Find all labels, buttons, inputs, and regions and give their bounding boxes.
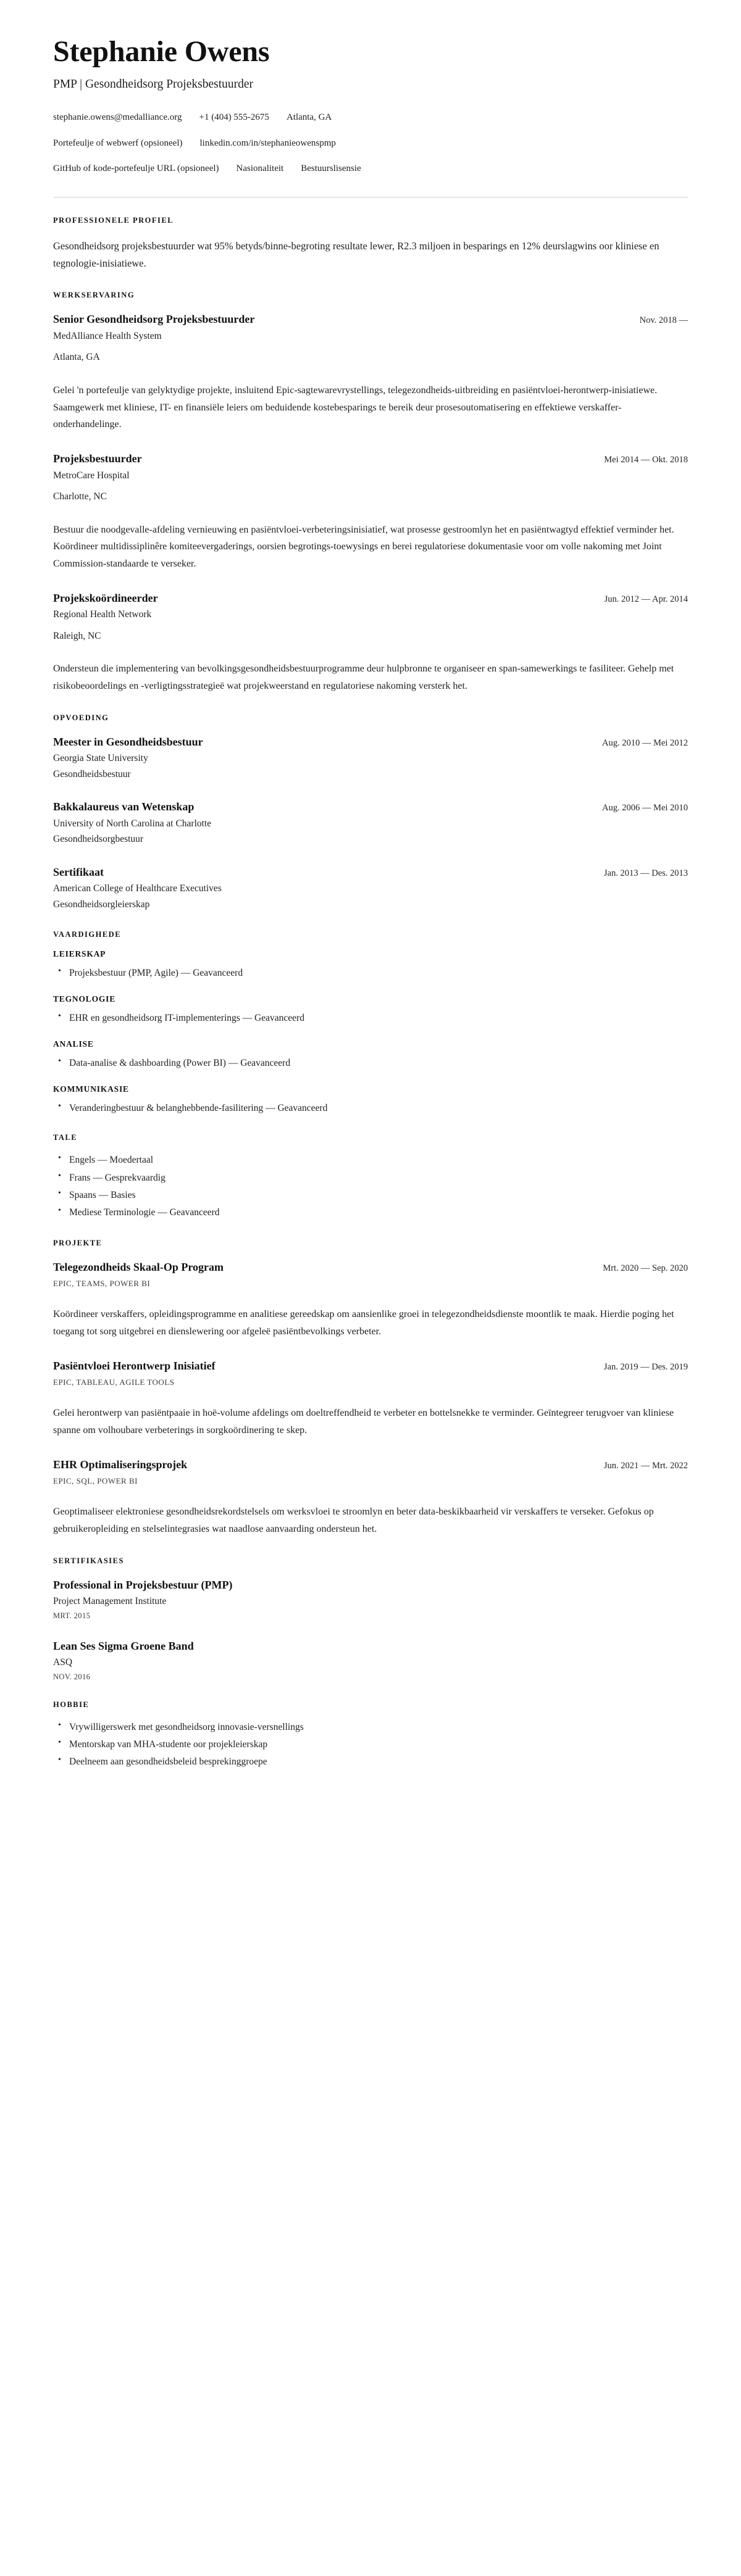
contact-location: Atlanta, GA: [286, 112, 332, 123]
project-date-range: Jun. 2021 — Mrt. 2022: [603, 1460, 688, 1471]
certification-entry: [53, 1578, 688, 1621]
contact-drivers-licence: Bestuurslisensie: [301, 164, 361, 174]
job-date-range: Mei 2014 — Okt. 2018: [604, 455, 688, 465]
contact-linkedin[interactable]: linkedin.com/in/stephanieowenspmp: [199, 138, 336, 148]
skill-category-label: TEGNOLOGIE: [53, 994, 116, 1004]
project-description: Gelei herontwerp van pasiëntpaaie in hoë-volume afdelings om doeltreffendheid te verbeter en bottelsnekke te verminder. Geïntegreer terugvoer van kliniese spanne om volhoubare verbeterings in sorgkoördinering te skep.: [53, 1408, 674, 1436]
certification-name: Lean Ses Sigma Groene Band: [53, 1639, 194, 1652]
skill-group-tegnologie: [53, 994, 688, 1026]
section-title-experience: WERKSERVARING: [53, 291, 135, 300]
project-date-range: Jan. 2019 — Des. 2019: [603, 1361, 688, 1372]
contact-line-2: [53, 136, 688, 151]
project-entry: [53, 1458, 688, 1538]
degree-title: Sertifikaat: [53, 865, 104, 878]
project-entry: [53, 1359, 688, 1439]
certification-issuer: Project Management Institute: [53, 1596, 167, 1607]
section-hobbies: [53, 1700, 688, 1769]
contact-line-3: [53, 162, 688, 176]
skill-list: [53, 1010, 688, 1026]
experience-entry-head: [53, 452, 688, 466]
candidate-headline: PMP | Gesondheidsorg Projeksbestuurder: [53, 77, 254, 91]
skill-item: • Projeksbestuur (PMP, Agile) — Geavanceerd: [53, 965, 688, 981]
education-entry-head: [53, 735, 688, 749]
certification-entry: [53, 1639, 688, 1682]
skill-category-label: ANALISE: [53, 1039, 94, 1049]
job-location: Atlanta, GA: [53, 352, 100, 363]
education-entry: [53, 865, 688, 912]
skill-category-label: LEIERSKAP: [53, 949, 106, 959]
skill-item: • EHR en gesondheidsorg IT-implementerings — Geavanceerd: [53, 1010, 688, 1026]
section-languages: [53, 1133, 688, 1219]
section-certifications: [53, 1556, 688, 1682]
contact-phone[interactable]: +1 (404) 555-2675: [199, 112, 269, 123]
project-date-range: Mrt. 2020 — Sep. 2020: [603, 1263, 688, 1273]
job-description: Ondersteun die implementering van bevolkingsgesondheidsbestuurprogramme deur hulpbronne te organiseer en span-samewerkings te fasiliteer. Gehelp met risikobeoordelings en -verligtingsstrategieë wat projekweerstand en regulatoriese nakoming versterk het.: [53, 663, 674, 692]
degree-field: Gesondheidsbestuur: [53, 768, 131, 779]
project-name: EHR Optimaliseringsprojek: [53, 1458, 188, 1471]
section-title-projects: PROJEKTE: [53, 1238, 103, 1247]
experience-entry: [53, 591, 688, 695]
section-education: [53, 713, 688, 912]
section-title-languages: TALE: [53, 1133, 78, 1142]
contact-line-1: [53, 110, 688, 125]
project-name: Pasiëntvloei Herontwerp Inisiatief: [53, 1359, 216, 1372]
job-location: Charlotte, NC: [53, 491, 107, 502]
hobby-item: • Vrywilligerswerk met gesondheidsorg innovasie-versnellings: [53, 1719, 688, 1735]
section-title-education: OPVOEDING: [53, 713, 109, 723]
job-title: Senior Gesondheidsorg Projeksbestuurder: [53, 313, 255, 326]
skill-category-label: KOMMUNIKASIE: [53, 1084, 129, 1094]
job-organisation: MedAlliance Health System: [53, 330, 162, 341]
job-organisation: Regional Health Network: [53, 609, 152, 620]
degree-title: Meester in Gesondheidsbestuur: [53, 736, 203, 749]
degree-field: Gesondheidsorgbestuur: [53, 834, 144, 845]
job-title: Projekskoördineerder: [53, 592, 158, 605]
skill-list: [53, 1055, 688, 1071]
certification-date: NOV. 2016: [53, 1672, 91, 1681]
degree-date-range: Aug. 2010 — Mei 2012: [602, 738, 688, 749]
section-title-hobbies: HOBBIE: [53, 1700, 90, 1709]
section-skills: [53, 930, 688, 1116]
degree-date-range: Aug. 2006 — Mei 2010: [602, 803, 688, 813]
project-entry-head: [53, 1359, 688, 1373]
education-entry: [53, 735, 688, 781]
skill-item: • Veranderingbestuur & belanghebbende-fasilitering — Geavanceerd: [53, 1100, 688, 1116]
job-title: Projeksbestuurder: [53, 452, 142, 465]
project-tech-stack: EPIC, TEAMS, POWER BI: [53, 1279, 151, 1289]
skill-list: [53, 965, 688, 981]
skill-group-analise: [53, 1039, 688, 1071]
skill-group-leierskap: [53, 949, 688, 981]
project-entry: [53, 1260, 688, 1340]
section-title-certifications: SERTIFIKASIES: [53, 1556, 124, 1566]
skill-item: • Data-analise & dashboarding (Power BI) — Geavanceerd: [53, 1055, 688, 1071]
candidate-name: Stephanie Owens: [53, 35, 270, 68]
language-item: • Engels — Moedertaal: [53, 1152, 688, 1168]
project-tech-stack: EPIC, SQL, POWER BI: [53, 1476, 138, 1486]
section-title-skills: VAARDIGHEDE: [53, 930, 122, 939]
language-list: [53, 1152, 688, 1219]
project-name: Telegezondheids Skaal-Op Program: [53, 1260, 224, 1273]
job-date-range: Nov. 2018 —: [639, 315, 688, 326]
skill-list: [53, 1100, 688, 1116]
job-location: Raleigh, NC: [53, 630, 101, 641]
hobby-item: • Deelneem aan gesondheidsbeleid besprekinggroepe: [53, 1754, 688, 1769]
experience-entry-head: [53, 312, 688, 326]
project-description: Koördineer verskaffers, opleidingsprogramme en analitiese gereedskap om aansienlike groei in telegezondheidsdienste moontlik te maak. Hierdie poging het toegang tot sorg uitgebrei en dienslewering oor afgeleë pasiëntbevolkings verbeter.: [53, 1309, 674, 1337]
language-item: • Mediese Terminologie — Geavanceerd: [53, 1205, 688, 1220]
contact-email[interactable]: stephanie.owens@medalliance.org: [53, 112, 182, 123]
job-description: Bestuur die noodgevalle-afdeling vernieuwing en pasiëntvloei-verbeteringsinisiatief, wat prosesse gestroomlyn het en pasiëntwagtyd effektief verminder het. Koördineer multidissiplinêre komiteevergaderings, oorsien begrotings-toewysings en berei regulatoriese dokumentasie voor om volle nakoming met Joint Commission-standaarde te verseker.: [53, 524, 674, 570]
education-entry: [53, 800, 688, 846]
project-entry-head: [53, 1260, 688, 1274]
language-item: • Spaans — Basies: [53, 1187, 688, 1203]
hobby-list: [53, 1719, 688, 1769]
certification-issuer: ASQ: [53, 1657, 73, 1668]
degree-institution: Georgia State University: [53, 753, 148, 764]
degree-institution: American College of Healthcare Executives: [53, 883, 222, 894]
contact-github[interactable]: GitHub of kode-portefeulje URL (opsioneel): [53, 164, 219, 174]
resume-header: [53, 36, 688, 197]
degree-date-range: Jan. 2013 — Des. 2013: [603, 868, 688, 878]
project-description: Geoptimaliseer elektroniese gesondheidsrekordstelsels om werksvloei te stroomlyn en beter data-beskikbaarheid vir verskaffers te verseker. Gefokus op gebruikeropleiding en stelselintegrasies wat naadlose aanvaarding ondersteun het.: [53, 1506, 654, 1535]
experience-entry: [53, 312, 688, 433]
job-description: Gelei 'n portefeulje van gelyktydige projekte, insluitend Epic-sagtewarevrystellings, telegezondheids-uitbreiding en pasiëntvloei-herontwerp-inisiatiewe. Saamgewerk met kliniese, IT- en finansiële leiers om beduidende kostebesparings te bereik deur prosesoutomatisering en effektiewe verskaffer-onderhandelinge.: [53, 384, 658, 430]
job-date-range: Jun. 2012 — Apr. 2014: [604, 594, 688, 605]
section-profile: [53, 216, 688, 273]
experience-entry: [53, 452, 688, 573]
job-organisation: MetroCare Hospital: [53, 470, 130, 481]
certification-name: Professional in Projeksbestuur (PMP): [53, 1579, 233, 1592]
project-tech-stack: EPIC, TABLEAU, AGILE TOOLS: [53, 1377, 175, 1387]
degree-title: Bakkalaureus van Wetenskap: [53, 800, 195, 813]
experience-entry-head: [53, 591, 688, 605]
section-experience: [53, 291, 688, 695]
degree-institution: University of North Carolina at Charlotte: [53, 818, 212, 829]
education-entry-head: [53, 865, 688, 879]
contact-nationality: Nasionaliteit: [236, 164, 284, 174]
section-title-profile: PROFESSIONELE PROFIEL: [53, 215, 174, 225]
profile-summary-text: Gesondheidsorg projeksbestuurder wat 95% betyds/binne-begroting resultate lewer, R2.3 miljoen in besparings en 12% deurslagwins oor kliniese en tegnologie-inisiatiewe.: [53, 239, 659, 270]
project-entry-head: [53, 1458, 688, 1472]
language-item: • Frans — Gesprekvaardig: [53, 1170, 688, 1186]
hobby-item: • Mentorskap van MHA-studente oor projekleierskap: [53, 1737, 688, 1752]
skill-group-kommunikasie: [53, 1084, 688, 1116]
certification-date: MRT. 2015: [53, 1611, 91, 1620]
contact-portfolio[interactable]: Portefeulje of webwerf (opsioneel): [53, 138, 183, 148]
section-projects: [53, 1239, 688, 1538]
degree-field: Gesondheidsorgleierskap: [53, 899, 150, 910]
education-entry-head: [53, 800, 688, 814]
